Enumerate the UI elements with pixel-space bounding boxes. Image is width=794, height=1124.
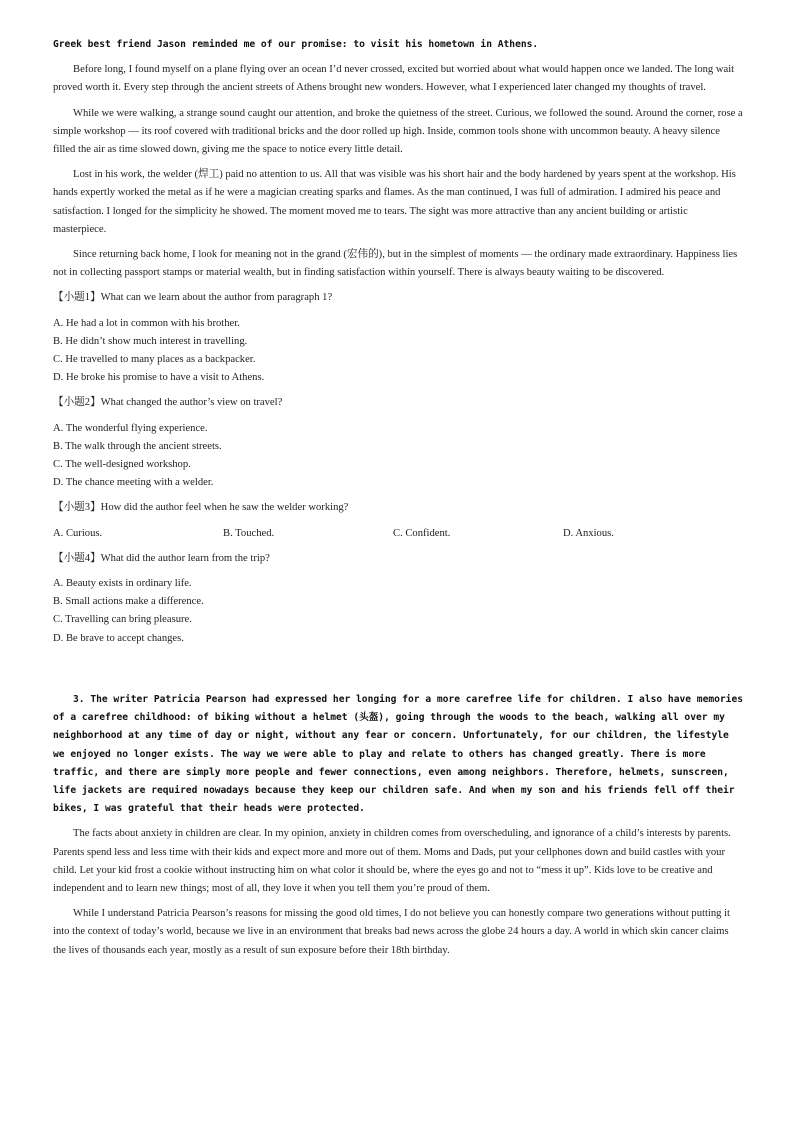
question-label: 【小题3】 [53, 502, 101, 514]
option-d: D. He broke his promise to have a visit to Athens. [53, 372, 265, 384]
intro-line: Greek best friend Jason reminded me of our promise: to visit his hometown in Athens. [53, 39, 539, 50]
option-b: B. He didn’t show much interest in travelling. [53, 335, 248, 347]
paragraph-1: Before long, I found myself on a plane flying over an ocean I’d never crossed, excited but worried about what would happen once we landed. The long wait proved worth it. Every step through the ancient streets of Athens brought new wonders. However, what I experienced later changed my thoughts of travel. [53, 64, 735, 94]
option-a: A. Curious. [53, 527, 103, 539]
question-1 [53, 289, 743, 307]
question-2 [53, 394, 743, 412]
option-d: D. The chance meeting with a welder. [53, 477, 214, 489]
question-text: What can we learn about the author from paragraph 1? [100, 292, 333, 304]
option-a: A. The wonderful flying experience. [53, 422, 208, 434]
section-3-bold-paragraph: 3. The writer Patricia Pearson had expressed her longing for a more carefree life for children. I also have memories of a carefree childhood: of biking without a helmet (头盔), going through the woods to the beach, walking all over my neighborhood at any time of day or night, without any fear or concern. Unfortunately, for our children, the lifestyle we enjoyed no longer exists. The way we were able to play and relate to others has changed greatly. There is more traffic, and there are simply more people and fewer connections, even among neighbors. Therefore, helmets, sunscreen, life jackets are required nowadays because they keep our children safe. And when my son and his friends fell off their bikes, I was grateful that their heads were protected. [53, 693, 744, 815]
question-label: 【小题1】 [53, 292, 101, 304]
paragraph-4: Since returning back home, I look for meaning not in the grand (宏伟的), but in the simplest of moments — the ordinary made extraordinary. Happiness lies not in collecting passport stamps or material wealth, but in finding satisfaction within yourself. There is always beauty waiting to be discovered. [53, 249, 738, 279]
paragraph-3: Lost in his work, the welder (焊工) paid no attention to us. All that was visible was his short hair and the body hardened by years spent at the workshop. His hands expertly worked the metal as if he were a magician creating sparks and flames. As the man continued, I was full of admiration. I admired his peace and satisfaction. I longed for the simplicity he showed. The moment moved me to tears. The sight was more attractive than any ancient building or artistic masterpiece. [53, 169, 736, 235]
option-c: C. Travelling can bring pleasure. [53, 614, 192, 626]
option-b: B. Touched. [223, 527, 275, 539]
question-4-options [53, 575, 743, 648]
option-d: D. Anxious. [563, 527, 614, 539]
document-page [53, 36, 743, 967]
question-4 [53, 550, 743, 568]
question-1-options [53, 315, 743, 388]
question-text: How did the author feel when he saw the welder working? [100, 502, 349, 514]
option-c: C. Confident. [393, 527, 451, 539]
question-3 [53, 499, 743, 517]
option-a: A. Beauty exists in ordinary life. [53, 578, 192, 590]
question-text: What changed the author’s view on travel? [100, 397, 283, 409]
section-spacer [53, 655, 743, 691]
question-2-options [53, 420, 743, 493]
option-b: B. The walk through the ancient streets. [53, 440, 222, 452]
section-3-paragraph-2: While I understand Patricia Pearson’s reasons for missing the good old times, I do not believe you can honestly compare two generations without putting it into the context of today’s world, because we live in an environment that breaks bad news across the globe 24 hours a day. A world in which skin cancer claims the lives of thousands each year, mostly as a result of sun exposure before their 18th birthday. [53, 908, 730, 956]
question-label: 【小题4】 [53, 552, 101, 564]
question-text: What did the author learn from the trip? [100, 552, 270, 564]
option-d: D. Be brave to accept changes. [53, 632, 184, 644]
paragraph-2: While we were walking, a strange sound caught our attention, and broke the quietness of the street. Curious, we followed the sound. Around the corner, rose a simple workshop — its roof covered with traditional bricks and the door rolled up high. Inside, common tools shone with uncommon beauty. A heavy silence filled the air as time slowed down, giving me the space to notice every little detail. [53, 107, 743, 156]
section-3-paragraph-1: The facts about anxiety in children are clear. In my opinion, anxiety in children comes from overscheduling, and ignorance of a child’s interests by parents. Parents spend less and less time with their kids and expect more and more out of them. Moms and Dads, put your cellphones down and build castles with your child. Let your kid frost a cookie without instructing him on what color it should be, where the eyes go and not to “mess it up”. Kids love to be creative and independent and to learn new things; most of all, they love it when you tell them you’re proud of them. [53, 828, 731, 894]
option-b: B. Small actions make a difference. [53, 596, 204, 608]
option-a: A. He had a lot in common with his brother. [53, 317, 240, 329]
option-c: C. The well-designed workshop. [53, 459, 191, 471]
question-label: 【小题2】 [53, 397, 101, 409]
question-3-options [53, 525, 743, 543]
option-c: C. He travelled to many places as a backpacker. [53, 354, 256, 366]
